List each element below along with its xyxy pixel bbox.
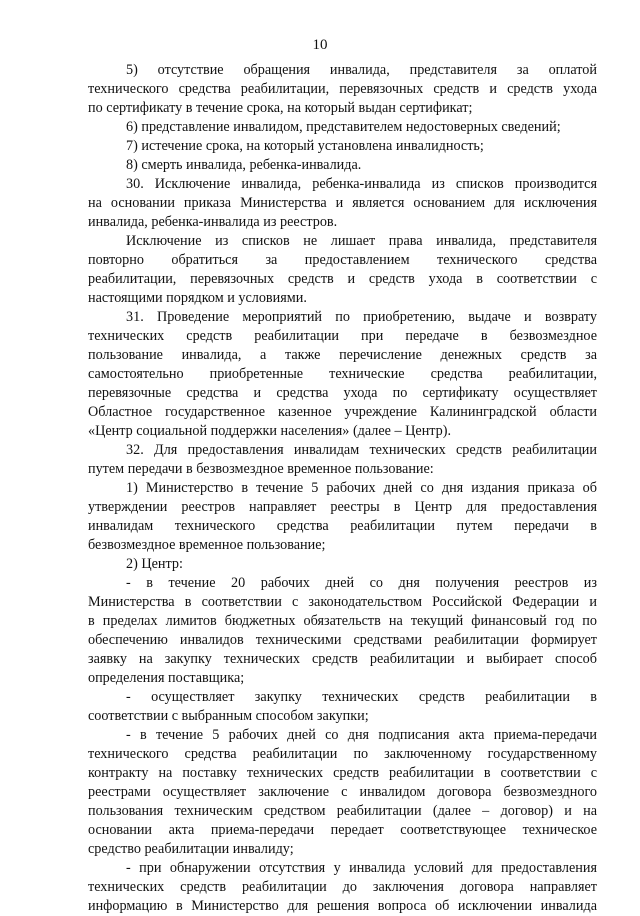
text-line: 5) отсутствие обращения инвалида, представителя за оплатой: [126, 62, 597, 78]
text-line: технического средства реабилитации, перевязочных средств и средств ухода: [88, 81, 597, 97]
text-line: соответствии с выбранным способом закупки;: [88, 708, 369, 724]
text-line: 30. Исключение инвалида, ребенка-инвалида из списков производится: [126, 176, 597, 192]
text-line: реестрами осуществляет заключение с инвалидом договора безвозмездного: [88, 784, 597, 800]
text-line: Министерства в соответствии с законодательством Российской Федерации и: [88, 594, 597, 610]
text-line: 7) истечение срока, на который установлена инвалидность;: [126, 138, 484, 154]
text-line: безвозмездное временное пользование;: [88, 537, 326, 553]
text-line: - в течение 20 рабочих дней со дня получения реестров из: [126, 575, 597, 591]
text-line: контракту на поставку технических средств реабилитации в соответствии с: [88, 765, 597, 781]
text-line: технических средств реабилитации при передаче в безвозмездное: [88, 328, 597, 344]
text-line: - при обнаружении отсутствия у инвалида условий для предоставления: [126, 860, 597, 876]
text-line: 1) Министерство в течение 5 рабочих дней со дня издания приказа об: [126, 480, 597, 496]
text-line: в пределах лимитов бюджетных обязательств на текущий финансовый год по: [88, 613, 597, 629]
text-line: 31. Проведение мероприятий по приобретению, выдаче и возврату: [126, 309, 597, 325]
text-line: средство реабилитации инвалиду;: [88, 841, 294, 857]
text-line: повторно обратиться за предоставлением технического средства: [88, 252, 597, 268]
text-line: Областное государственное казенное учреждение Калининградской области: [88, 404, 597, 420]
text-line: обеспечению инвалидов техническими средствами реабилитации формирует: [88, 632, 597, 648]
text-line: определения поставщика;: [88, 670, 245, 686]
text-line: пользование инвалида, а также перечисление денежных средств за: [88, 347, 597, 363]
text-line: 6) представление инвалидом, представителем недостоверных сведений;: [126, 119, 561, 135]
page-number: 10: [312, 37, 328, 53]
text-line: - в течение 5 рабочих дней со дня подписания акта приема-передачи: [126, 727, 597, 743]
text-line: 2) Центр:: [126, 556, 183, 572]
text-line: перевязочные средства и средства ухода по сертификату осуществляет: [88, 385, 597, 401]
text-line: самостоятельно приобретенные технические средства реабилитации,: [88, 366, 597, 382]
text-line: основании акта приема-передачи передает соответствующее техническое: [88, 822, 597, 838]
text-line: Исключение из списков не лишает права инвалида, представителя: [126, 233, 597, 249]
text-line: 32. Для предоставления инвалидам технических средств реабилитации: [126, 442, 597, 458]
document-body: [88, 61, 597, 916]
text-line: - осуществляет закупку технических средств реабилитации в: [126, 689, 597, 705]
text-line: «Центр социальной поддержки населения» (далее – Центр).: [88, 423, 452, 439]
text-line: пользования техническим средством реабилитации (далее – договор) и на: [88, 803, 597, 819]
text-line: заявку на закупку технических средств реабилитации и выбирает способ: [88, 651, 597, 667]
text-line: технического средства реабилитации по заключенному государственному: [88, 746, 597, 762]
text-line: реабилитации, перевязочных средств и средств ухода в соответствии с: [88, 271, 597, 287]
text-line: утверждении реестров направляет реестры в Центр для предоставления: [88, 499, 597, 515]
text-line: 8) смерть инвалида, ребенка-инвалида.: [126, 157, 362, 173]
text-line: настоящими порядком и условиями.: [88, 290, 307, 306]
text-line: путем передачи в безвозмездное временное пользование:: [88, 461, 434, 477]
text-line: информацию в Министерство для решения вопроса об исключении инвалида: [88, 898, 597, 914]
text-line: инвалидам технического средства реабилитации путем передачи в: [88, 518, 597, 534]
text-line: инвалида, ребенка-инвалида из реестров.: [88, 214, 338, 230]
text-line: технических средств реабилитации до заключения договора направляет: [88, 879, 597, 895]
text-line: на основании приказа Министерства и является основанием для исключения: [88, 195, 597, 211]
text-line: по сертификату в течение срока, на который выдан сертификат;: [88, 100, 473, 116]
